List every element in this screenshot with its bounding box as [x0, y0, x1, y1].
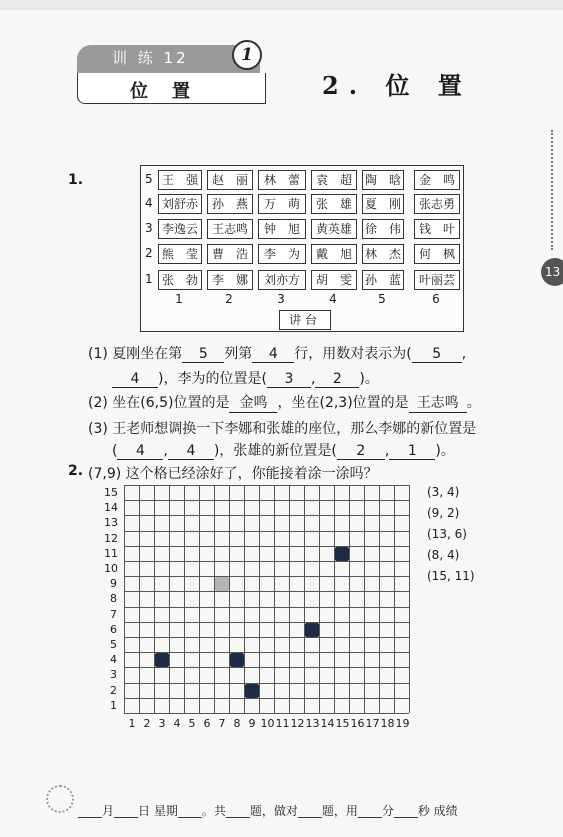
grid-line-horizontal — [124, 546, 409, 547]
grid-line-vertical — [259, 485, 260, 713]
text: , — [384, 443, 390, 459]
seat-name: 万 萌 — [258, 194, 306, 214]
y-axis-label: 6 — [110, 622, 117, 636]
q1-sentence-3b — [112, 440, 455, 460]
grid-line-vertical — [184, 485, 185, 713]
grid-line-horizontal — [124, 500, 409, 501]
q1-sentence-3 — [88, 418, 476, 438]
seat-name: 胡 雯 — [311, 270, 357, 290]
text: 。 — [466, 395, 481, 411]
x-axis-label: 4 — [173, 717, 181, 730]
x-axis-label: 19 — [395, 717, 410, 730]
coordinate-item: (15, 11) — [427, 569, 475, 583]
y-axis-label: 15 — [104, 486, 118, 499]
grid-line-horizontal — [124, 607, 409, 608]
text: ，坐在(2,3)位置的是 — [277, 395, 409, 411]
row-label: 4 — [145, 196, 153, 210]
filled-cell[interactable] — [155, 653, 169, 667]
footer-record-line: ____月____日 星期____。共____题，做对____题，用____分____秒 成绩 — [78, 804, 458, 818]
seat-name: 刘舒赤 — [158, 194, 202, 214]
grid-line-horizontal — [124, 637, 409, 638]
seat-name: 孙 蓝 — [362, 270, 404, 290]
top-decoration — [0, 0, 563, 10]
seat-name: 林 蕾 — [258, 170, 306, 190]
y-axis-label: 8 — [110, 592, 117, 606]
x-axis-label: 8 — [233, 717, 241, 730]
seat-name: 金 鸣 — [414, 170, 460, 190]
text: (2) 坐在(6,5)位置的是 — [88, 395, 230, 411]
x-axis-label: 9 — [248, 717, 256, 730]
column-label: 6 — [432, 292, 440, 306]
x-axis-label: 12 — [290, 717, 305, 730]
row-label: 3 — [145, 221, 153, 235]
grid-line-horizontal — [124, 576, 409, 577]
y-axis-label: 9 — [110, 577, 117, 591]
seat-name: 李 为 — [258, 244, 306, 264]
grid-line-horizontal — [124, 622, 409, 623]
seat-name: 何 枫 — [414, 244, 460, 264]
seat-name: 张志勇 — [414, 194, 460, 214]
y-axis-label: 3 — [110, 668, 117, 682]
question-2-prompt: (7,9) 这个格已经涂好了，你能接着涂一涂吗？ — [88, 466, 378, 482]
answer-blank[interactable]: 4 — [112, 371, 158, 388]
x-axis-label: 1 — [128, 717, 136, 730]
grid-line-vertical — [244, 485, 245, 713]
answer-blank[interactable]: 4 — [117, 443, 163, 460]
answer-blank[interactable]: 4 — [168, 443, 214, 460]
grid-line-horizontal — [124, 713, 409, 714]
seat-name: 王 强 — [158, 170, 202, 190]
page-title: 2. 位 置 — [322, 71, 472, 100]
seat-name: 林 杰 — [362, 244, 404, 264]
x-axis-label: 6 — [203, 717, 211, 730]
subtitle: 位置 — [130, 81, 214, 102]
x-axis-label: 18 — [380, 717, 395, 730]
coordinate-item: (9, 2) — [427, 506, 460, 520]
seat-name: 孙 燕 — [207, 194, 253, 214]
seat-name: 徐 伟 — [362, 219, 404, 239]
q1-sentence-1 — [88, 343, 466, 363]
grid-line-vertical — [394, 485, 395, 713]
answer-blank[interactable]: 5 — [412, 346, 462, 363]
answer-blank[interactable]: 4 — [252, 346, 294, 363]
coordinate-grid[interactable] — [124, 485, 409, 725]
grid-line-vertical — [364, 485, 365, 713]
seat-name: 曹 浩 — [207, 244, 253, 264]
seat-name: 戴 旭 — [311, 244, 357, 264]
y-axis-label: 11 — [104, 546, 118, 560]
grid-line-horizontal — [124, 683, 409, 684]
grid-line-vertical — [289, 485, 290, 713]
answer-blank[interactable]: 5 — [182, 346, 224, 363]
text: )。 — [435, 443, 455, 459]
grid-line-vertical — [199, 485, 200, 713]
row-label: 1 — [145, 272, 153, 286]
filled-cell[interactable] — [335, 547, 349, 561]
question-2-number: 2. — [68, 463, 84, 479]
lesson-label: 训 练 12 — [112, 49, 189, 67]
x-axis-label: 16 — [350, 717, 365, 730]
grid-line-vertical — [319, 485, 320, 713]
seat-name: 叶丽芸 — [414, 270, 460, 290]
seat-name: 张 勃 — [158, 270, 202, 290]
filled-cell[interactable] — [305, 623, 319, 637]
x-axis-label: 2 — [143, 717, 151, 730]
grid-line-vertical — [214, 485, 215, 713]
text: )，张雄的新位置是( — [213, 443, 337, 459]
x-axis-label: 17 — [365, 717, 380, 730]
footer-badge — [46, 785, 74, 813]
example-cell[interactable] — [215, 577, 229, 591]
seat-name: 刘亦方 — [258, 270, 306, 290]
grid-line-vertical — [169, 485, 170, 713]
seat-name: 李 娜 — [207, 270, 253, 290]
y-axis-label: 12 — [104, 531, 118, 545]
answer-blank[interactable]: 王志鸣 — [409, 392, 467, 413]
column-label: 1 — [175, 292, 183, 306]
y-axis-label: 4 — [110, 653, 117, 667]
grid-line-horizontal — [124, 485, 409, 486]
lesson-badge: 1 — [232, 40, 262, 70]
seat-name: 张 雄 — [311, 194, 357, 214]
x-axis-label: 15 — [335, 717, 350, 730]
y-axis-label: 7 — [110, 607, 117, 621]
seat-name: 夏 刚 — [362, 194, 404, 214]
text: 行，用数对表示为( — [294, 346, 412, 362]
row-label: 5 — [145, 172, 153, 186]
seat-name: 李逸云 — [158, 219, 202, 239]
margin-dots — [551, 130, 555, 250]
text: (1) 夏刚坐在第 — [88, 346, 183, 362]
y-axis-label: 2 — [110, 683, 117, 697]
q1-sentence-2 — [88, 392, 481, 413]
seat-name: 黄英雄 — [311, 219, 357, 239]
x-axis-label: 14 — [320, 717, 335, 730]
grid-line-vertical — [124, 485, 125, 713]
column-label: 2 — [225, 292, 233, 306]
coordinate-list — [427, 482, 475, 587]
grid-line-horizontal — [124, 667, 409, 668]
answer-blank[interactable]: 1 — [389, 443, 435, 460]
grid-line-horizontal — [124, 515, 409, 516]
y-axis-label: 5 — [110, 638, 117, 651]
x-axis-label: 3 — [158, 717, 166, 730]
column-label: 3 — [277, 292, 285, 306]
grid-line-vertical — [154, 485, 155, 713]
row-label: 2 — [145, 246, 153, 260]
grid-line-vertical — [334, 485, 335, 713]
text: (3) 王老师想调换一下李娜和张雄的座位，那么李娜的新位置是 — [88, 421, 477, 437]
question-1-number: 1. — [68, 172, 84, 188]
grid-line-vertical — [139, 485, 140, 713]
x-axis-label: 7 — [218, 717, 226, 730]
grid-line-vertical — [274, 485, 275, 713]
answer-blank[interactable]: 2 — [315, 371, 359, 388]
q1-sentence-1b — [112, 368, 379, 388]
grid-line-vertical — [229, 485, 230, 713]
text: , — [461, 346, 467, 362]
seat-name: 陶 晗 — [362, 170, 404, 190]
seat-name: 赵 丽 — [207, 170, 253, 190]
seat-name: 钟 旭 — [258, 219, 306, 239]
page-number-badge: 13 — [541, 258, 563, 286]
grid-line-horizontal — [124, 561, 409, 562]
filled-cell[interactable] — [230, 653, 244, 667]
x-axis-label: 13 — [305, 717, 320, 730]
coordinate-item: (13, 6) — [427, 527, 467, 541]
grid-line-vertical — [349, 485, 350, 713]
coordinate-item: (8, 4) — [427, 548, 460, 562]
y-axis-label: 10 — [104, 562, 118, 575]
stage-label: 讲台 — [279, 310, 331, 330]
grid-line-horizontal — [124, 591, 409, 592]
text: , — [163, 443, 168, 459]
column-label: 4 — [329, 292, 337, 306]
column-label: 5 — [378, 292, 386, 306]
answer-blank[interactable]: 3 — [267, 371, 311, 388]
y-axis-label: 1 — [110, 698, 117, 712]
text: )。 — [359, 371, 379, 387]
answer-blank[interactable]: 金鸣 — [229, 392, 277, 413]
text: )，李为的位置是( — [158, 371, 267, 387]
grid-line-vertical — [304, 485, 305, 713]
filled-cell[interactable] — [245, 684, 259, 698]
x-axis-label: 5 — [188, 717, 196, 730]
grid-line-vertical — [379, 485, 380, 713]
coordinate-item: (3, 4) — [427, 485, 460, 499]
y-axis-label: 13 — [104, 516, 118, 530]
text: , — [310, 371, 316, 387]
x-axis-label: 10 — [260, 717, 275, 730]
y-axis-label: 14 — [104, 501, 118, 515]
seat-name: 钱 叶 — [414, 219, 460, 239]
grid-line-horizontal — [124, 531, 409, 532]
grid-line-vertical — [409, 485, 410, 713]
answer-blank[interactable]: 2 — [337, 443, 385, 460]
seat-name: 袁 超 — [311, 170, 357, 190]
seat-name: 王志鸣 — [207, 219, 253, 239]
grid-line-horizontal — [124, 698, 409, 699]
text: 列第 — [224, 346, 253, 362]
text: ( — [112, 443, 118, 459]
x-axis-label: 11 — [275, 717, 290, 730]
seat-name: 熊 莹 — [158, 244, 202, 264]
